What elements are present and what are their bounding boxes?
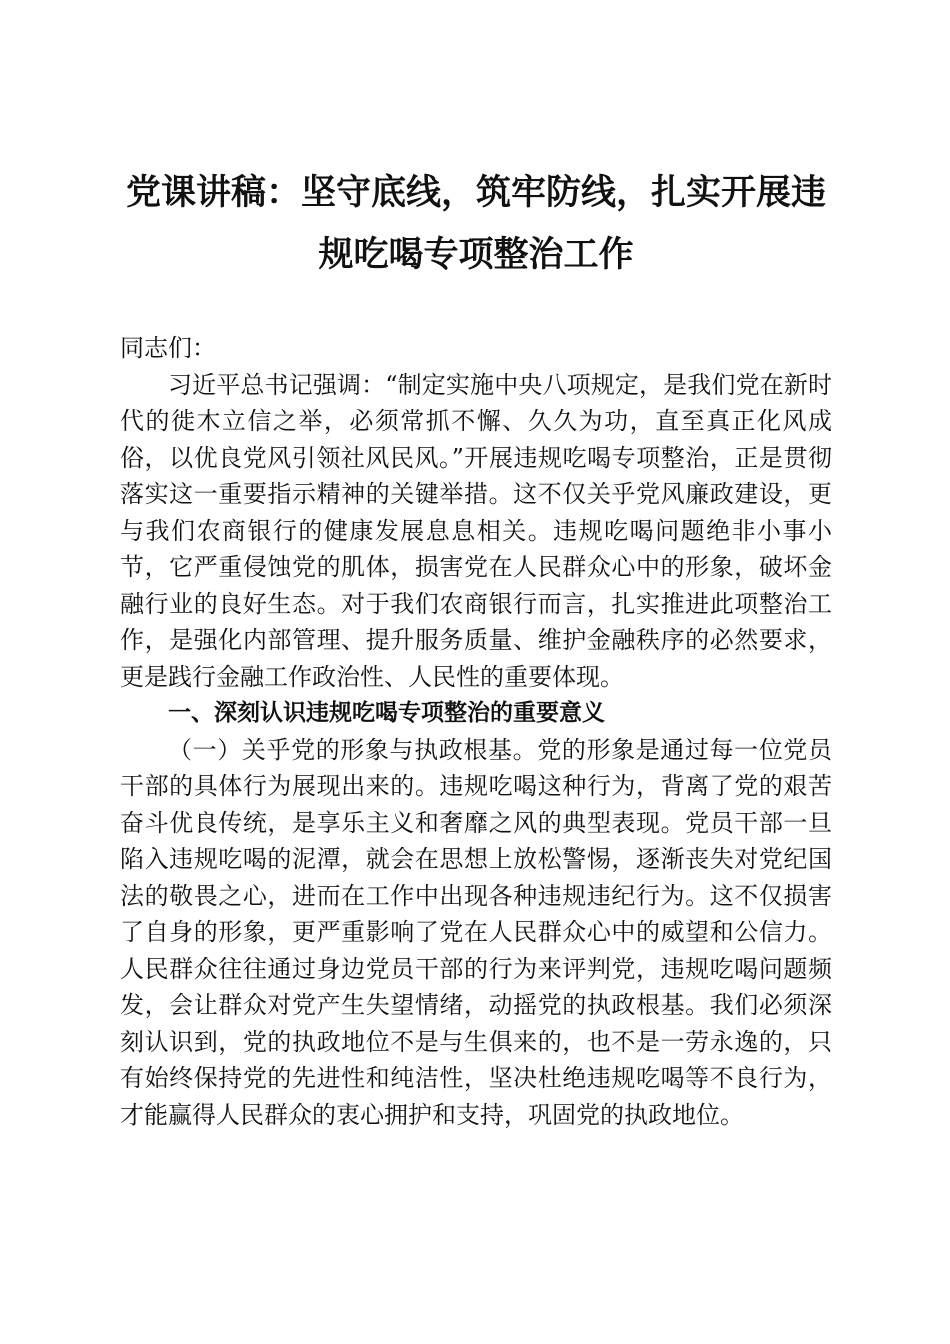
document-title-line-2: 规吃喝专项整治工作: [318, 235, 634, 275]
document-title-line-1: 党课讲稿：坚守底线，筑牢防线，扎实开展违: [125, 173, 826, 213]
intro-paragraph: 习近平总书记强调：“制定实施中央八项规定，是我们党在新时代的徙木立信之举，必须常抓不懈、久久为功，直至真正化风成俗，以优良党风引领社风民风。”开展违规吃喝专项整治，正是贯彻落实这一重要指示精神的关键举措。这不仅关乎党风廉政建设，更与我们农商银行的健康发展息息相关。违规吃喝问题绝非小事小节，它严重侵蚀党的肌体，损害党在人民群众心中的形象，破坏金融行业的良好生态。对于我们农商银行而言，扎实推进此项整治工作，是强化内部管理、提升服务质量、维护金融秩序的必然要求，更是践行金融工作政治性、人民性的重要体现。: [120, 370, 832, 691]
document-page: [120, 162, 832, 1133]
document-title: [120, 162, 832, 286]
document-body: [120, 330, 832, 1133]
salutation: 同志们：: [120, 334, 216, 362]
section-1-paragraph-1: （一）关乎党的形象与执政根基。党的形象是通过每一位党员干部的具体行为展现出来的。违规吃喝这种行为，背离了党的艰苦奋斗优良传统，是享乐主义和奢靡之风的典型表现。党员干部一旦陷入违规吃喝的泥潭，就会在思想上放松警惕，逐渐丧失对党纪国法的敬畏之心，进而在工作中出现各种违规违纪行为。这不仅损害了自身的形象，更严重影响了党在人民群众心中的威望和公信力。人民群众往往通过身边党员干部的行为来评判党，违规吃喝问题频发，会让群众对党产生失望情绪，动摇党的执政根基。我们必须深刻认识到，党的执政地位不是与生俱来的，也不是一劳永逸的，只有始终保持党的先进性和纯洁性，坚决杜绝违规吃喝等不良行为，才能赢得人民群众的衷心拥护和支持，巩固党的执政地位。: [120, 735, 832, 1129]
section-heading-1: 一、深刻认识违规吃喝专项整治的重要意义: [168, 700, 605, 726]
